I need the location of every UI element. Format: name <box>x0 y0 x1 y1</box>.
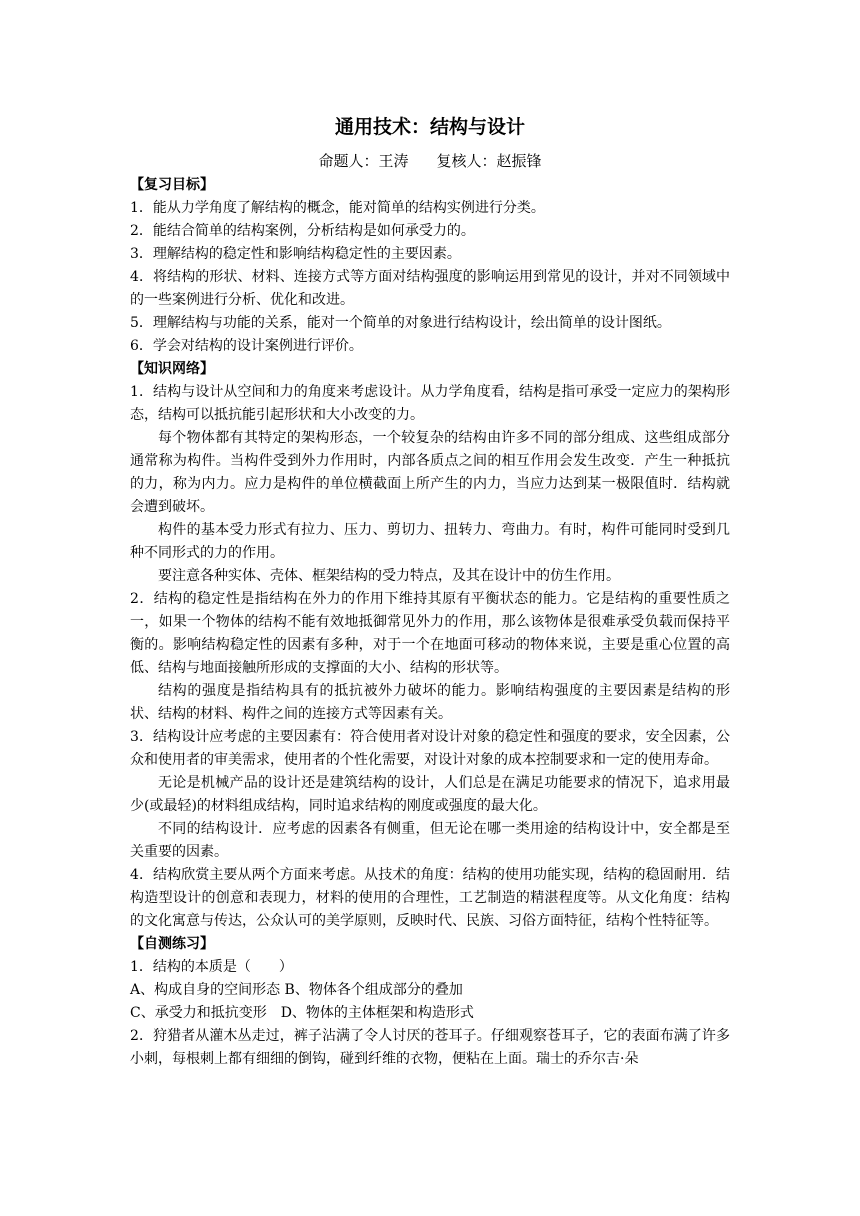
knowledge-paragraph: 构件的基本受力形式有拉力、压力、剪切力、扭转力、弯曲力。有时，构件可能同时受到几种不同形式的力的作用。 <box>130 522 730 561</box>
knowledge-paragraph: 2．结构的稳定性是指结构在外力的作用下维持其原有平衡状态的能力。它是结构的重要性质之一，如果一个物体的结构不能有效地抵御常见外力的作用，那么该物体是很难承受负载而保持平衡的。影响结构稳定性的因素有多种，对于一个在地面可移动的物体来说，主要是重心位置的高低、结构与地面接触所形成的支撑面的大小、结构的形状等。 <box>130 591 730 676</box>
section-heading-goals: 【复习目标】 <box>130 177 214 193</box>
knowledge-paragraph: 1．结构与设计从空间和力的角度来考虑设计。从力学角度看，结构是指可承受一定应力的架构形态，结构可以抵抗能引起形状和大小改变的力。 <box>130 384 730 423</box>
author-name: 命题人：王涛 <box>318 152 409 170</box>
document-title: 通用技术：结构与设计 <box>334 116 525 138</box>
reviewer-name: 复核人：赵振锋 <box>436 152 542 170</box>
document-page <box>130 112 730 1071</box>
author-line <box>130 150 730 172</box>
knowledge-paragraph: 结构的强度是指结构具有的抵抗被外力破坏的能力。影响结构强度的主要因素是结构的形状、结构的材料、构件之间的连接方式等因素有关。 <box>130 683 730 722</box>
question-stem: 2．狩猎者从灌木丛走过，裤子沾满了令人讨厌的苍耳子。仔细观察苍耳子，它的表面布满了许多小刺，每根刺上都有细细的倒钩，碰到纤维的衣物，便粘在上面。瑞士的乔尔吉·朵 <box>130 1028 730 1067</box>
question-stem: 1．结构的本质是（ ） <box>130 959 293 975</box>
goal-item: 4．将结构的形状、材料、连接方式等方面对结构强度的影响运用到常见的设计，并对不同领域中的一些案例进行分析、优化和改进。 <box>130 269 730 308</box>
knowledge-paragraph: 无论是机械产品的设计还是建筑结构的设计，人们总是在满足功能要求的情况下，追求用最少(或最轻)的材料组成结构，同时追求结构的刚度或强度的最大化。 <box>130 775 730 814</box>
goal-item: 1．能从力学角度了解结构的概念，能对简单的结构实例进行分类。 <box>130 200 545 216</box>
goal-item: 2．能结合简单的结构案例，分析结构是如何承受力的。 <box>130 223 475 239</box>
section-heading-knowledge: 【知识网络】 <box>130 361 214 377</box>
knowledge-paragraph: 不同的结构设计．应考虑的因素各有侧重，但无论在哪一类用途的结构设计中，安全都是至关重要的因素。 <box>130 821 730 860</box>
knowledge-paragraph: 4．结构欣赏主要从两个方面来考虑。从技术的角度：结构的使用功能实现，结构的稳固耐用．结构造型设计的创意和表现力，材料的使用的合理性，工艺制造的精湛程度等。从文化角度：结构的文化寓意与传达，公众认可的美学原则，反映时代、民族、习俗方面特征，结构个性特征等。 <box>130 867 730 929</box>
goal-item: 3．理解结构的稳定性和影响结构稳定性的主要因素。 <box>130 246 461 262</box>
knowledge-paragraph: 3．结构设计应考虑的主要因素有：符合使用者对设计对象的稳定性和强度的要求，安全因素，公众和使用者的审美需求，使用者的个性化需要，对设计对象的成本控制要求和一定的使用寿命。 <box>130 729 730 768</box>
goal-item: 6．学会对结构的设计案例进行评价。 <box>130 338 363 354</box>
knowledge-paragraph: 要注意各种实体、壳体、框架结构的受力特点，及其在设计中的仿生作用。 <box>158 568 620 584</box>
section-heading-practice: 【自测练习】 <box>130 936 214 952</box>
question-options: A、构成自身的空间形态 B、物体各个组成部分的叠加 <box>130 982 463 998</box>
goal-item: 5．理解结构与功能的关系，能对一个简单的对象进行结构设计，绘出简单的设计图纸。 <box>130 315 671 331</box>
knowledge-paragraph: 每个物体都有其特定的架构形态，一个较复杂的结构由许多不同的部分组成、这些组成部分通常称为构件。当构件受到外力作用时，内部各质点之间的相互作用会发生改变．产生一种抵抗的力，称为内力。应力是构件的单位横截面上所产生的内力，当应力达到某一极限值时．结构就会遭到破坏。 <box>130 430 730 515</box>
question-options: C、承受力和抵抗变形 D、物体的主体框架和构造形式 <box>130 1005 474 1021</box>
